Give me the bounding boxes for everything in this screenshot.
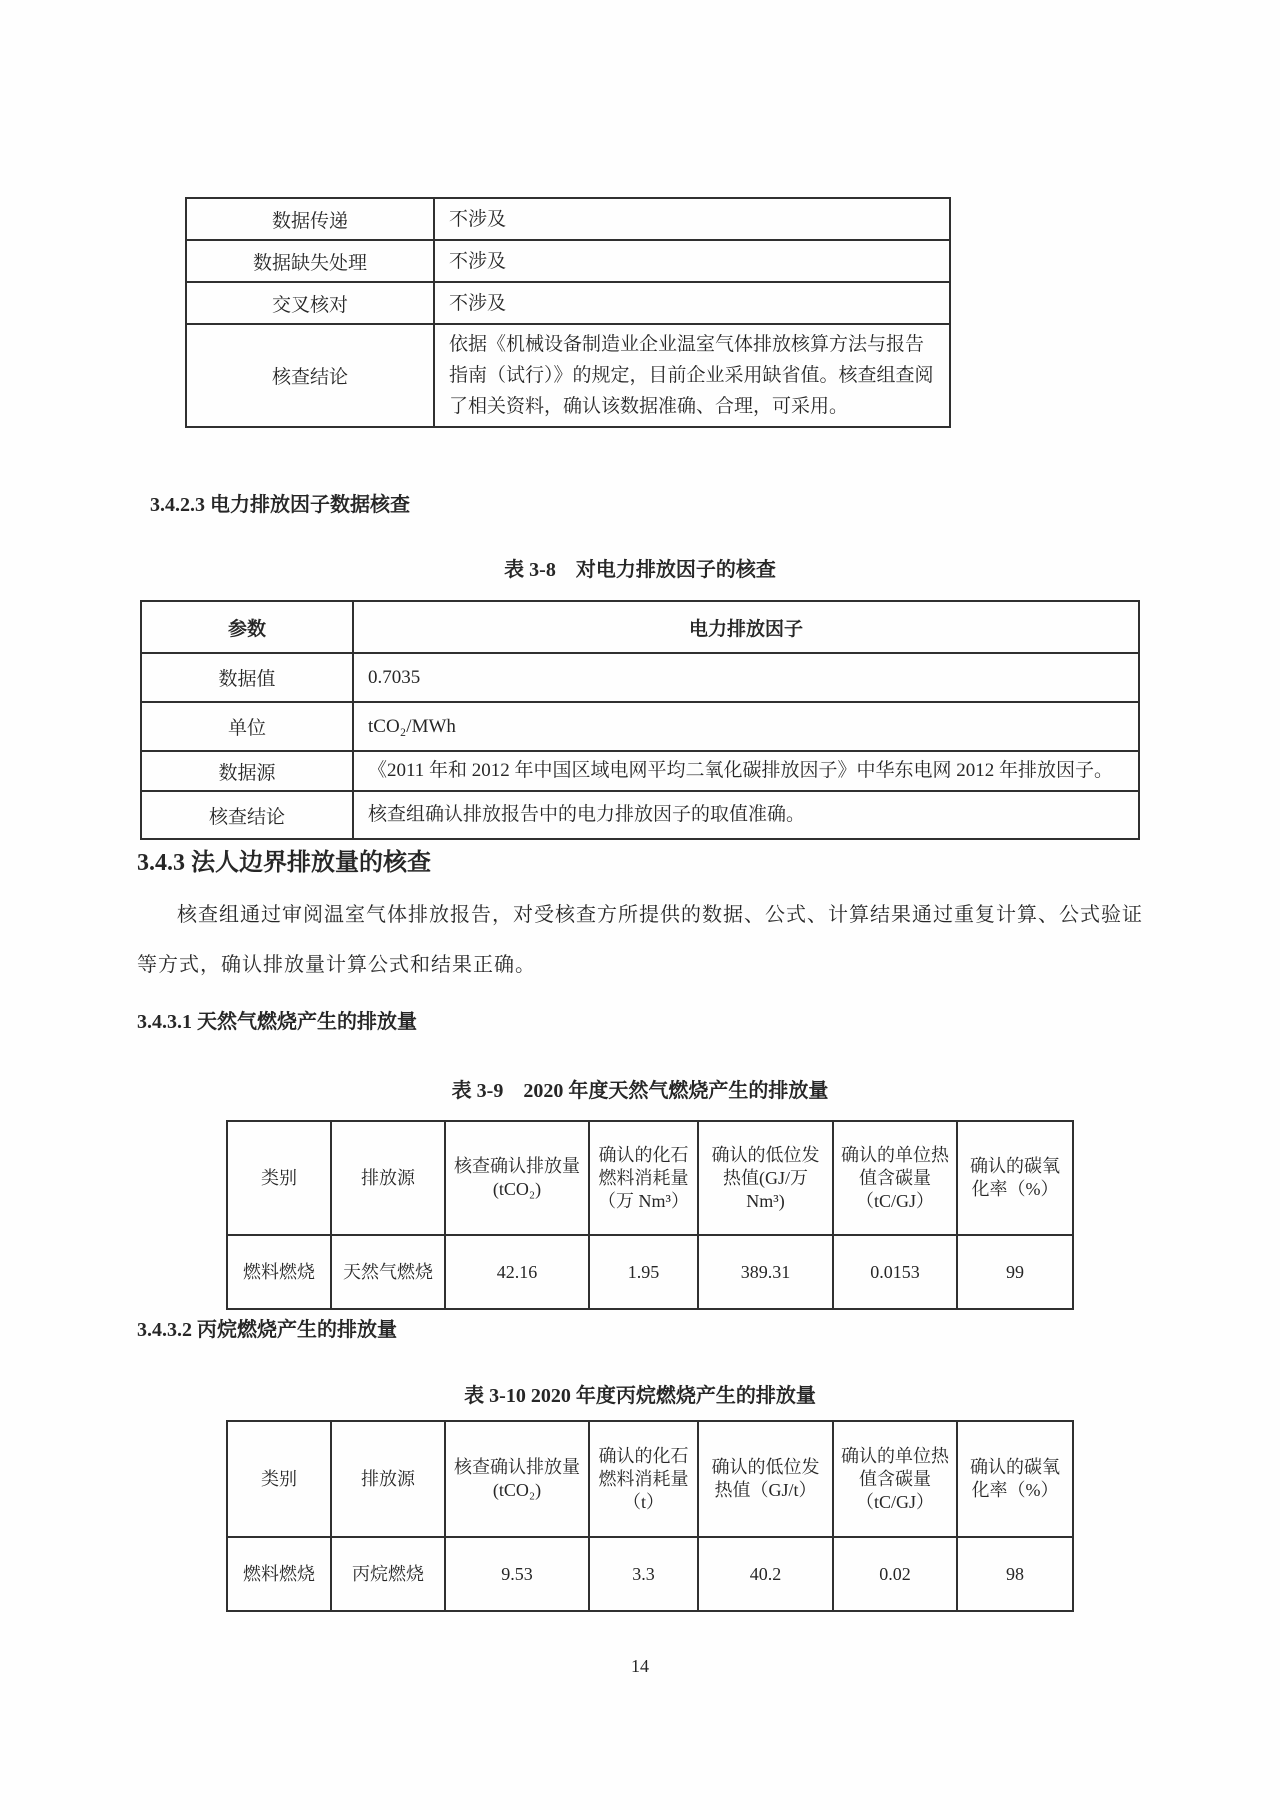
row-label: 交叉核对 bbox=[186, 282, 434, 324]
row-label: 单位 bbox=[141, 702, 353, 751]
row-value: 核查组确认排放报告中的电力排放因子的取值准确。 bbox=[353, 791, 1139, 839]
header-cell: 确认的单位热值含碳量（tC/GJ） bbox=[833, 1421, 957, 1537]
data-cell: 40.2 bbox=[698, 1537, 833, 1611]
heading-3-4-2-3: 3.4.2.3 电力排放因子数据核查 bbox=[150, 494, 410, 516]
row-value: tCO₂/MWh bbox=[353, 702, 1139, 751]
header-value: 电力排放因子 bbox=[353, 601, 1139, 653]
table-row bbox=[186, 324, 950, 427]
header-cell: 类别 bbox=[227, 1421, 331, 1537]
data-cell: 42.16 bbox=[445, 1235, 589, 1309]
table-3-10-caption: 表 3-10 2020 年度丙烷燃烧产生的排放量 bbox=[464, 1385, 816, 1407]
data-cell: 0.0153 bbox=[833, 1235, 957, 1309]
row-value: 不涉及 bbox=[434, 198, 950, 240]
page-number: 14 bbox=[631, 1656, 649, 1676]
table-3-8 bbox=[140, 600, 1140, 840]
heading-3-4-3-2: 3.4.3.2 丙烷燃烧产生的排放量 bbox=[137, 1319, 397, 1341]
row-value: 《2011 年和 2012 年中国区域电网平均二氧化碳排放因子》中华东电网 2012 年排放因子。 bbox=[353, 751, 1139, 791]
table-3-10 bbox=[226, 1420, 1074, 1612]
data-cell: 丙烷燃烧 bbox=[331, 1537, 445, 1611]
row-label: 数据值 bbox=[141, 653, 353, 702]
data-cell: 1.95 bbox=[589, 1235, 698, 1309]
row-label: 数据传递 bbox=[186, 198, 434, 240]
header-cell: 确认的碳氧化率（%） bbox=[957, 1421, 1073, 1537]
table-3-9-caption: 表 3-9 2020 年度天然气燃烧产生的排放量 bbox=[451, 1080, 829, 1102]
header-cell: 类别 bbox=[227, 1121, 331, 1235]
data-cell: 98 bbox=[957, 1537, 1073, 1611]
header-cell: 确认的化石燃料消耗量（t） bbox=[589, 1421, 698, 1537]
heading-3-4-3-1: 3.4.3.1 天然气燃烧产生的排放量 bbox=[137, 1011, 417, 1033]
row-value: 不涉及 bbox=[434, 240, 950, 282]
header-cell: 确认的单位热值含碳量（tC/GJ） bbox=[833, 1121, 957, 1235]
table-header-row bbox=[227, 1121, 1073, 1235]
data-cell: 0.02 bbox=[833, 1537, 957, 1611]
carryover-table bbox=[185, 197, 951, 428]
table-row bbox=[186, 240, 950, 282]
table-3-9 bbox=[226, 1120, 1074, 1310]
row-label: 数据缺失处理 bbox=[186, 240, 434, 282]
row-label: 数据源 bbox=[141, 751, 353, 791]
table-row bbox=[141, 653, 1139, 702]
table-header-row bbox=[141, 601, 1139, 653]
table-row bbox=[186, 198, 950, 240]
header-cell: 核查确认排放量(tCO₂) bbox=[445, 1421, 589, 1537]
header-param: 参数 bbox=[141, 601, 353, 653]
data-cell: 3.3 bbox=[589, 1537, 698, 1611]
header-cell: 核查确认排放量(tCO₂) bbox=[445, 1121, 589, 1235]
table-3-8-caption: 表 3-8 对电力排放因子的核查 bbox=[504, 559, 776, 581]
table-header-row bbox=[227, 1421, 1073, 1537]
row-value: 依据《机械设备制造业企业温室气体排放核算方法与报告指南（试行）》的规定，目前企业采用缺省值。核查组查阅了相关资料，确认该数据准确、合理，可采用。 bbox=[434, 324, 950, 427]
table-row bbox=[141, 791, 1139, 839]
header-cell: 确认的碳氧化率（%） bbox=[957, 1121, 1073, 1235]
data-cell: 燃料燃烧 bbox=[227, 1235, 331, 1309]
data-cell: 99 bbox=[957, 1235, 1073, 1309]
row-value: 不涉及 bbox=[434, 282, 950, 324]
header-cell: 确认的低位发热值（GJ/t） bbox=[698, 1421, 833, 1537]
data-cell: 天然气燃烧 bbox=[331, 1235, 445, 1309]
header-cell: 排放源 bbox=[331, 1121, 445, 1235]
data-cell: 389.31 bbox=[698, 1235, 833, 1309]
body-paragraph: 核查组通过审阅温室气体排放报告，对受核查方所提供的数据、公式、计算结果通过重复计算、公式验证等方式，确认排放量计算公式和结果正确。 bbox=[137, 904, 1143, 976]
header-cell: 确认的低位发热值(GJ/万 Nm³) bbox=[698, 1121, 833, 1235]
table-row bbox=[141, 751, 1139, 791]
heading-3-4-3: 3.4.3 法人边界排放量的核查 bbox=[137, 850, 431, 876]
row-value: 0.7035 bbox=[353, 653, 1139, 702]
data-cell: 9.53 bbox=[445, 1537, 589, 1611]
table-row bbox=[141, 702, 1139, 751]
table-row bbox=[227, 1537, 1073, 1611]
row-label: 核查结论 bbox=[141, 791, 353, 839]
header-cell: 确认的化石燃料消耗量（万 Nm³） bbox=[589, 1121, 698, 1235]
row-label: 核查结论 bbox=[186, 324, 434, 427]
header-cell: 排放源 bbox=[331, 1421, 445, 1537]
data-cell: 燃料燃烧 bbox=[227, 1537, 331, 1611]
table-row bbox=[186, 282, 950, 324]
table-row bbox=[227, 1235, 1073, 1309]
